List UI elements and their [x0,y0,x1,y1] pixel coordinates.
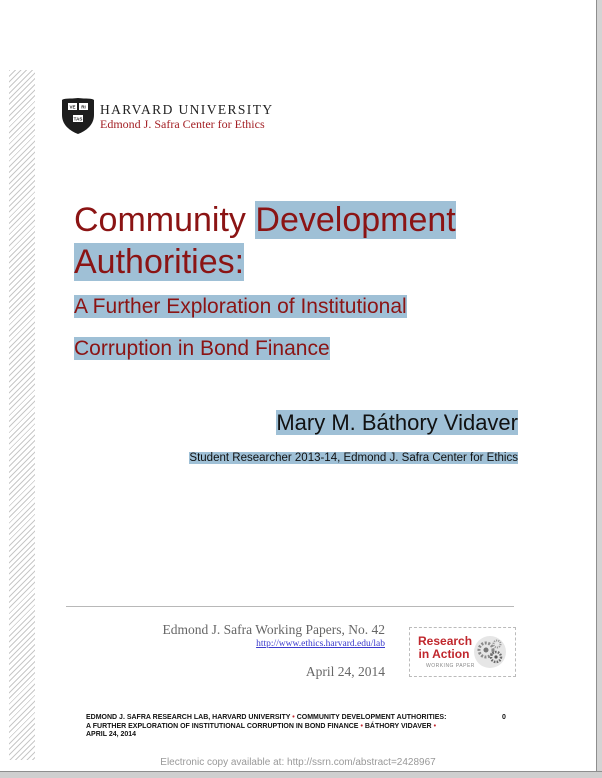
subtitle-line-2: Corruption in Bond Finance [74,337,330,360]
page-number: 0 [502,714,506,721]
page-frame-bottom [0,771,602,778]
page-frame-right [596,0,602,778]
lab-url-link[interactable]: http://www.ethics.harvard.edu/lab [256,639,385,649]
title-word-authorities: Authorities: [74,243,245,281]
shield-letters-ve: VE [69,104,76,110]
page-footer: EDMOND J. SAFRA RESEARCH LAB, HARVARD UNIVERSITY • COMMUNITY DEVELOPMENT AUTHORITIES: A FURTHER EXPLORATION OF INSTITUTIONAL CORRUPTION IN BOND FINANCE • BÁTHORY VIDAVER • APRIL 24, 2014 [86,714,447,738]
title-word-community: Community [74,201,246,239]
center-name: Edmond J. Safra Center for Ethics [100,116,265,131]
divider-rule [66,606,514,607]
working-paper-info [162,621,385,680]
harvard-shield-icon [60,97,96,135]
shield-letters-ri: RI [81,104,86,110]
harvard-logo [60,97,274,135]
working-paper-series: Edmond J. Safra Working Papers, No. 42 [162,622,385,637]
ssrn-notice: Electronic copy available at: http://ssrn.com/abstract=2428967 [160,757,436,768]
shield-letters-tas: TAS [73,116,83,122]
gears-icon [471,633,509,671]
working-paper-date: April 24, 2014 [305,664,385,679]
research-in-action-badge [409,627,516,677]
decorative-hatch-strip [9,70,35,760]
subtitle-line-1: A Further Exploration of Institutional [74,295,407,318]
badge-title: Research in Action [418,634,473,661]
document-title [74,199,534,283]
author-name: Mary M. Báthory Vidaver [276,410,518,435]
title-word-development: Development [255,201,456,239]
author-affiliation: Student Researcher 2013-14, Edmond J. Safra Center for Ethics [189,452,518,464]
badge-label: WORKING PAPER [426,663,475,669]
university-name: HARVARD UNIVERSITY [100,101,274,117]
